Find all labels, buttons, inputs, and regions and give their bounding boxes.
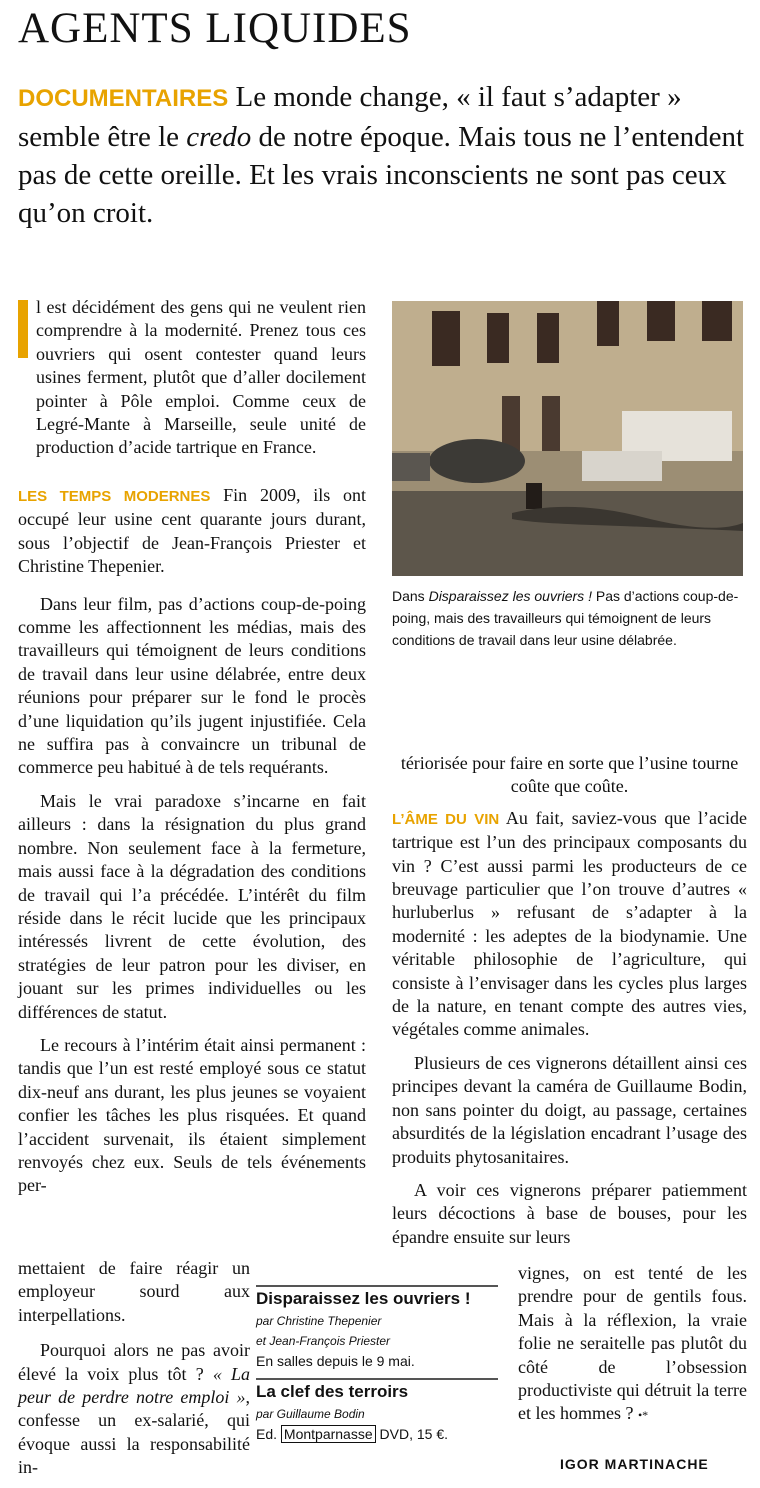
author-signature: IGOR MARTINACHE xyxy=(560,1456,709,1472)
section-kicker: DOCUMENTAIRES xyxy=(18,85,229,112)
photo-caption xyxy=(392,585,747,651)
caption-text: Pas d’actions coup-de-poing, mais des travailleurs qui témoignent de leurs conditions de travail dans leur usine délabrée. xyxy=(392,588,739,648)
paragraph-usine-end: tériorisée pour faire en sorte que l’usine tourne coûte que coûte. xyxy=(400,753,739,797)
film2-director: par Guillaume Bodin xyxy=(256,1407,365,1421)
factory-photo-image xyxy=(392,301,743,576)
paragraph-interim-end: mettaient de faire réagir un employeur sourd aux interpellations. xyxy=(18,1258,250,1325)
film2-publisher: Montparnasse xyxy=(281,1425,376,1443)
film1-director-2: et Jean-François Priester xyxy=(256,1334,391,1348)
lead-text-b: de notre époque. Mais tous ne l’entendent pas de cette oreille. Et les vrais inconscients ne sont pas ceux qu’on croit. xyxy=(18,121,745,229)
paragraph-vignerons: Plusieurs de ces vignerons détaillent ainsi ces principes devant la caméra de Guillaume Bodin, non sans pointer du doigt, au passage, certaines absurdités de la législation encadrant l’usage des produits phytosanitaires. xyxy=(392,1052,747,1167)
paragraph-pourquoi-a: Pourquoi alors ne pas avoir élevé la voix plus tôt ? xyxy=(18,1340,250,1384)
right-column-bottom xyxy=(518,1262,747,1428)
article-photo xyxy=(392,301,743,576)
paragraph-paradoxe: Mais le vrai paradoxe s’incarne en fait ailleurs : dans la résignation du plus grand nombre. Non seulement face à la fermeture, mais aussi face à la dégradation des conditions de travail qui l’a précédée. L’intérêt du film réside dans le récit lucide que les principaux intéressés livrent de cette évolution, des stratégies de leur patron pour les diviser, en jouant sur les primes individuelles ou les différences de statut. xyxy=(18,790,366,1022)
paragraph-interim: Le recours à l’intérim était ainsi permanent : tandis que l’un est resté employé sous ce statut dix-neuf ans durant, les plus jeunes se voyaient confier les tâches les plus risquées. Et quand l’accident survenait, ils étaient simplement renvoyés chez eux. Seuls de tels événements per- xyxy=(18,1034,366,1196)
drop-cap-bar xyxy=(18,300,28,358)
film1-release: En salles depuis le 9 mai. xyxy=(256,1353,415,1369)
article-lead xyxy=(18,78,748,232)
quote-peur: « La peur de perdre notre emploi » xyxy=(18,1363,250,1408)
film2-title: La clef des terroirs xyxy=(256,1382,409,1401)
caption-film-title: Disparaissez les ouvriers ! xyxy=(428,588,592,604)
paragraph-acide: Au fait, saviez-vous que l’acide tartrique est l’un des principaux composants du vin ? C’est aussi parmi les producteurs de ce breuvage particulier que l’on trouve d’autres « hurluberlus » refusant de s’adapter à la modernité : les adeptes de la biodynamie. Une véritable philosophie de l’agriculture, qui consiste à l’envisager dans les cycles plus larges de la nature, en tenant compte des autres vies, végétales comme animales. xyxy=(392,807,748,1040)
right-column-main xyxy=(392,752,747,1249)
caption-lead: Dans xyxy=(392,588,429,604)
lead-text-a: Le monde change, « il faut s’adapter » semble être le xyxy=(18,81,682,153)
paragraph-intro: l est décidément des gens qui ne veulent rien comprendre à la modernité. Prenez tous ces ouvriers qui osent contester quand leurs usines ferment, plutôt que d’aller docilement pointer à Pôle emploi. Comme ceux de Legré-Mante à Marseille, seule unité de production d’acide tartrique en France. xyxy=(36,297,366,458)
paragraph-film: Dans leur film, pas d’actions coup-de-poing comme les affectionnent les médias, mais des travailleurs qui témoignent de leurs conditions de travail dans leur usine délabrée, entre deux réunions pour préparer sur le fond le procès d’une liquidation qu’ils jugent injustifiée. Cela ne suffira pas à convaincre un tribunal de commerce peu habitué à de tels requérants. xyxy=(18,593,366,778)
left-column-bottom xyxy=(18,1257,250,1480)
subhead-ame-du-vin: L’ÂME DU VIN xyxy=(392,810,500,828)
left-column-main xyxy=(18,484,366,1198)
paragraph-pourquoi-b: , confesse un ex-salarié, qui évoque aussi la responsabilité in- xyxy=(18,1387,250,1478)
film2-pub-pre: Ed. xyxy=(256,1426,281,1442)
paragraph-decoctions: A voir ces vignerons préparer patiemment leurs décoctions à base de bouses, pour les épandre ensuite sur leurs xyxy=(392,1179,747,1247)
film2-pub-post: DVD, 15 €. xyxy=(375,1426,448,1442)
article-title: AGENTS LIQUIDES xyxy=(18,5,412,52)
paragraph-folie: vignes, on est tenté de les prendre pour de gentils fous. Mais à la réflexion, la vraie folie ne seraitelle pas plutôt du côté de l’obsession productiviste qui détruit la terre et les hommes ? xyxy=(518,1263,747,1424)
film-infobox xyxy=(256,1285,498,1445)
subhead-temps-modernes: LES TEMPS MODERNES xyxy=(18,488,211,505)
film1-title: Disparaissez les ouvriers ! xyxy=(256,1289,471,1308)
paragraph-occupation: Fin 2009, ils ont occupé leur usine cent quarante jours durant, sous l’objectif de Jean-François Priester et Christine Thepenier. xyxy=(18,485,366,577)
film1-director-1: par Christine Thepenier xyxy=(256,1314,382,1328)
end-mark: •* xyxy=(637,1408,649,1423)
left-column-top xyxy=(36,296,366,460)
lead-emphasis: credo xyxy=(186,121,252,153)
